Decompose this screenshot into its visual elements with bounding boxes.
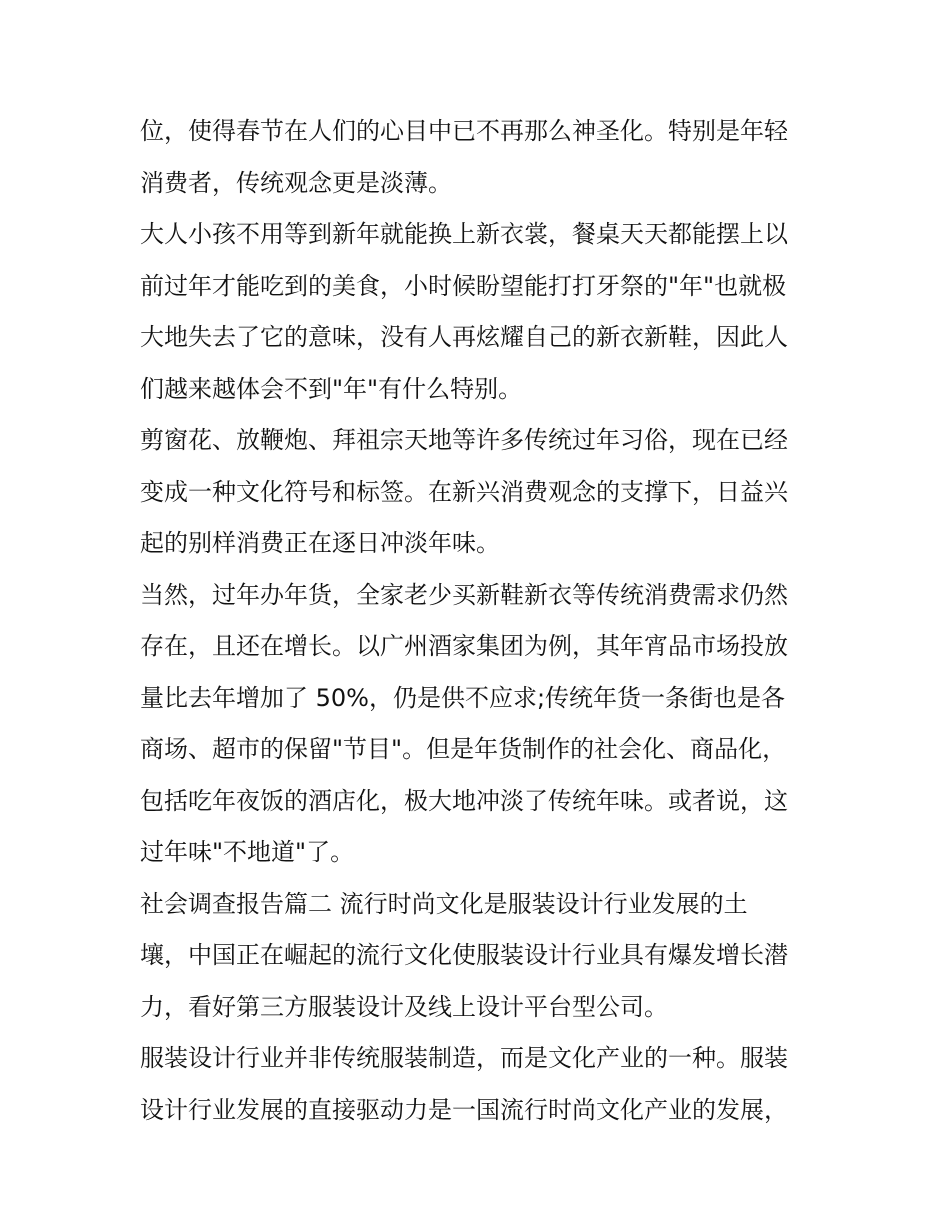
- text-line: 壤，中国正在崛起的流行文化使服装设计行业具有爆发增长潜: [140, 941, 788, 969]
- text-line: 商场、超市的保留"节目"。但是年货制作的社会化、商品化，: [140, 735, 787, 763]
- text-line: 大人小孩不用等到新年就能换上新衣裳，餐桌天天都能摆上以: [140, 220, 788, 248]
- text-line: 过年味"不地道"了。: [140, 838, 355, 866]
- text-line: 们越来越体会不到"年"有什么特别。: [140, 374, 523, 403]
- text-line: 服装设计行业并非传统服装制造，而是文化产业的一种。服装: [140, 1044, 788, 1072]
- text-line: 位，使得春节在人们的心目中已不再那么神圣化。特别是年轻: [140, 117, 788, 145]
- text-line: 当然，过年办年货，全家老少买新鞋新衣等传统消费需求仍然: [140, 580, 788, 609]
- text-line: 社会调查报告篇二 流行时尚文化是服装设计行业发展的土: [140, 889, 748, 918]
- text-line: 包括吃年夜饭的酒店化，极大地冲淡了传统年味。或者说，这: [140, 786, 788, 815]
- text-line: 前过年才能吃到的美食，小时候盼望能打打牙祭的"年"也就极: [140, 271, 787, 300]
- text-line: 剪窗花、放鞭炮、拜祖宗天地等许多传统过年习俗，现在已经: [140, 426, 788, 454]
- text-line: 力，看好第三方服装设计及线上设计平台型公司。: [140, 992, 668, 1021]
- text-line: 起的别样消费正在逐日冲淡年味。: [140, 529, 500, 557]
- text-line: 设计行业发展的直接驱动力是一国流行时尚文化产业的发展，: [140, 1095, 788, 1124]
- text-line: 存在，且还在增长。以广州酒家集团为例，其年宵品市场投放: [140, 632, 788, 660]
- text-line: 变成一种文化符号和标签。在新兴消费观念的支撑下，日益兴: [140, 477, 788, 506]
- text-line: 量比去年增加了 50%，仍是供不应求;传统年货一条街也是各: [140, 683, 786, 712]
- text-line: 大地失去了它的意味，没有人再炫耀自己的新衣新鞋，因此人: [140, 323, 788, 351]
- text-line: 消费者，传统观念更是淡薄。: [140, 168, 452, 197]
- body-text: [140, 106, 820, 1136]
